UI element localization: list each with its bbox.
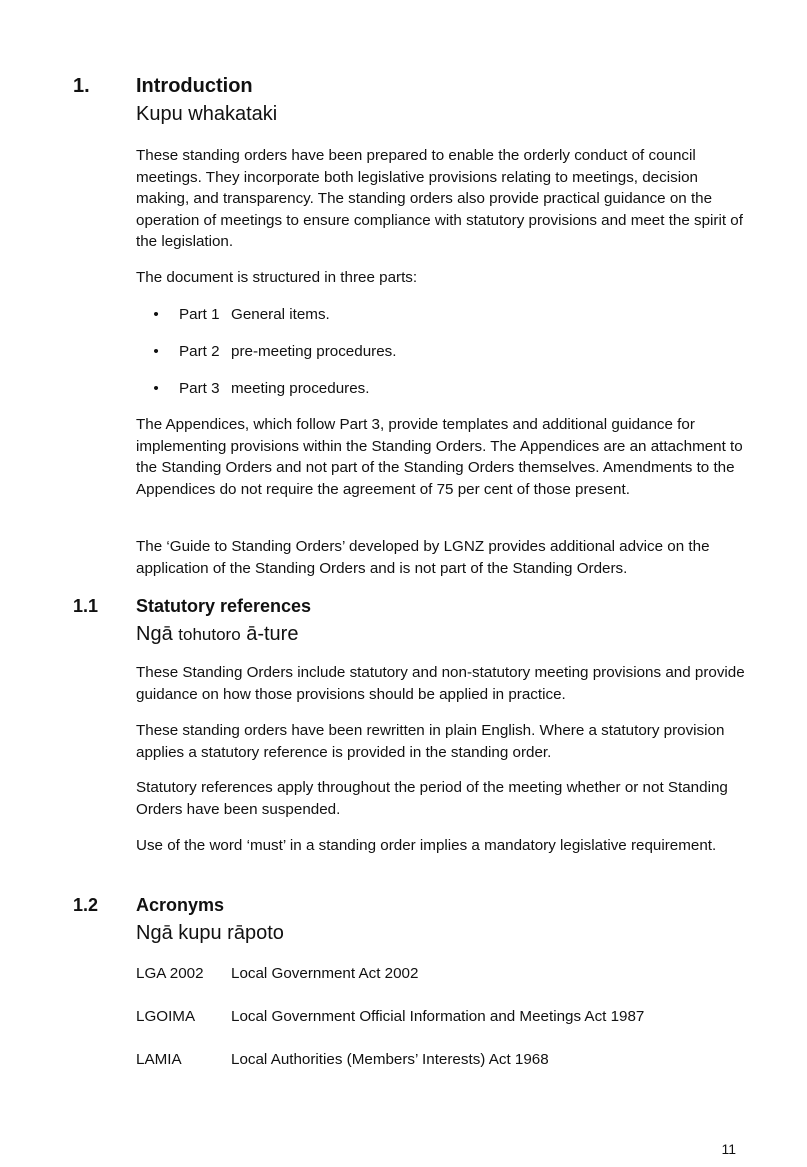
- statutory-paragraph-3: Statutory references apply throughout the period of the meeting whether or not Standing Orders have been suspended.: [136, 779, 728, 818]
- statutory-paragraph-2: These standing orders have been rewritten in plain English. Where a statutory provision applies a statutory reference is provided in the standing order.: [136, 722, 725, 761]
- maori-title-part: Ngā: [136, 623, 173, 645]
- acronym-definition: Local Government Act 2002: [231, 965, 419, 982]
- acronym-abbreviation: LGA 2002: [136, 965, 204, 982]
- list-item-text: meeting procedures.: [231, 380, 370, 397]
- acronym-abbreviation: LGOIMA: [136, 1008, 196, 1025]
- section-heading-block: [136, 594, 756, 649]
- section-number: 1.2: [73, 895, 99, 915]
- acronym-abbreviation: LAMIA: [136, 1051, 182, 1068]
- bullet-icon: •: [153, 343, 159, 360]
- section-title: Statutory references: [136, 596, 312, 616]
- list-item-part: Part 1: [179, 306, 220, 323]
- section-maori-title: Ngā kupu rāpoto: [136, 922, 284, 944]
- intro-paragraph-2: The document is structured in three parts:: [136, 269, 418, 286]
- section-heading-block: [136, 74, 756, 128]
- section-number: 1.: [73, 75, 90, 97]
- section-maori-title: [136, 620, 756, 649]
- statutory-paragraph-1: These Standing Orders include statutory and non-statutory meeting provisions and provide guidance on how those provisions should be applied in practice.: [136, 664, 745, 703]
- section-maori-title: Kupu whakataki: [136, 103, 278, 125]
- acronym-definition: Local Government Official Information and Meetings Act 1987: [231, 1008, 645, 1025]
- section-title: Acronyms: [136, 895, 225, 915]
- intro-paragraph-4: The ‘Guide to Standing Orders’ developed by LGNZ provides additional advice on the application of the Standing Orders and is not part of the Standing Orders.: [136, 538, 710, 577]
- list-item-text: pre-meeting procedures.: [231, 343, 397, 360]
- section-heading-block: [136, 893, 756, 947]
- intro-paragraph-1: These standing orders have been prepared to enable the orderly conduct of council meetings. They incorporate both legislative provisions relating to meetings, decision making, and transparency. The standing orders also provide practical guidance on the operation of meetings to ensure compliance with statutory provisions and meet the spirit of the legislation.: [136, 147, 743, 250]
- list-item-text: General items.: [231, 306, 330, 323]
- list-item-part: Part 2: [179, 343, 220, 360]
- page-number: 11: [721, 1141, 736, 1157]
- maori-title-part: tohutoro: [178, 625, 241, 644]
- list-item-part: Part 3: [179, 380, 220, 397]
- bullet-icon: •: [153, 380, 159, 397]
- statutory-paragraph-4: Use of the word ‘must’ in a standing order implies a mandatory legislative requirement.: [136, 837, 717, 854]
- maori-title-part: ā-ture: [246, 623, 299, 645]
- intro-paragraph-3: The Appendices, which follow Part 3, provide templates and additional guidance for implementing provisions within the Standing Orders. The Appendices are an attachment to the Standing Orders and not part of the Standing Orders themselves. Amendments to the Appendices do not require the agreement of 75 per cent of those present.: [136, 416, 743, 498]
- bullet-icon: •: [153, 306, 159, 323]
- acronym-definition: Local Authorities (Members’ Interests) Act 1968: [231, 1051, 549, 1068]
- section-number: 1.1: [73, 596, 99, 616]
- section-title: Introduction: [136, 75, 253, 97]
